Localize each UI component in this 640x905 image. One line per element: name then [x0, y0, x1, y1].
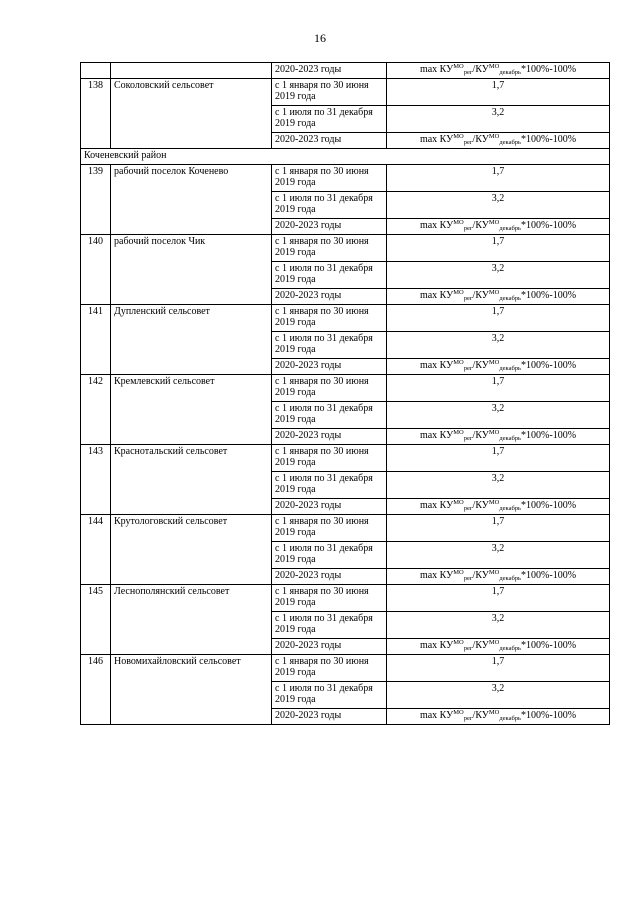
entry-name-cell: [111, 63, 272, 79]
formula-tail: *100%-100%: [521, 570, 577, 581]
formula-sup-mo: МО: [488, 429, 500, 436]
period-cell: 2020-2023 годы: [272, 429, 387, 445]
formula-slash: /КУ: [472, 640, 489, 651]
entry-name-cell: Кремлевский сельсовет: [111, 375, 272, 445]
table-row: [81, 235, 610, 262]
entry-number-cell: 143: [81, 445, 111, 515]
entry-number-cell: 142: [81, 375, 111, 445]
formula-cell: [387, 219, 610, 235]
formula-sub-december: декабрь: [499, 365, 522, 372]
formula-slash: /КУ: [472, 290, 489, 301]
value-cell: 3,2: [387, 542, 610, 569]
formula-sup-mo: МО: [453, 219, 464, 226]
value-cell: 1,7: [387, 305, 610, 332]
formula-sub-december: декабрь: [499, 505, 522, 512]
period-cell: 2020-2023 годы: [272, 359, 387, 375]
formula-cell: [387, 359, 610, 375]
formula-tail: *100%-100%: [521, 430, 577, 441]
formula-sub-reg: рег: [463, 225, 473, 232]
period-cell: с 1 июля по 31 декабря 2019 года: [272, 192, 387, 219]
entry-number-cell: 141: [81, 305, 111, 375]
formula-slash: /КУ: [472, 220, 489, 231]
formula-max: max КУ: [419, 64, 454, 75]
formula-cell: [387, 569, 610, 585]
formula-max: max КУ: [419, 290, 454, 301]
formula-sub-reg: рег: [463, 715, 473, 722]
entry-name-cell: Крутологовский сельсовет: [111, 515, 272, 585]
formula-cell: [387, 289, 610, 305]
period-cell: 2020-2023 годы: [272, 219, 387, 235]
value-cell: 1,7: [387, 79, 610, 106]
formula-sub-december: декабрь: [499, 225, 522, 232]
value-cell: 3,2: [387, 262, 610, 289]
formula-sup-mo: МО: [453, 639, 464, 646]
period-cell: с 1 января по 30 июня 2019 года: [272, 515, 387, 542]
formula-cell: [387, 63, 610, 79]
formula-sup-mo: МО: [453, 133, 464, 140]
formula-sup-mo: МО: [488, 133, 500, 140]
entry-number-cell: 144: [81, 515, 111, 585]
period-cell: с 1 января по 30 июня 2019 года: [272, 235, 387, 262]
value-cell: 1,7: [387, 515, 610, 542]
period-cell: 2020-2023 годы: [272, 289, 387, 305]
formula-sub-reg: рег: [463, 505, 473, 512]
value-cell: 1,7: [387, 445, 610, 472]
formula-cell: [387, 429, 610, 445]
entry-name-cell: рабочий поселок Коченево: [111, 165, 272, 235]
table-row: [81, 655, 610, 682]
formula-sup-mo: МО: [488, 709, 500, 716]
formula-sub-december: декабрь: [499, 295, 522, 302]
period-cell: с 1 января по 30 июня 2019 года: [272, 305, 387, 332]
formula-sub-reg: рег: [463, 435, 473, 442]
formula-sub-reg: рег: [463, 139, 473, 146]
formula-sup-mo: МО: [453, 569, 464, 576]
formula-tail: *100%-100%: [521, 64, 577, 75]
formula-sup-mo: МО: [488, 219, 500, 226]
table-row: [81, 445, 610, 472]
entry-number-cell: 145: [81, 585, 111, 655]
period-cell: с 1 июля по 31 декабря 2019 года: [272, 542, 387, 569]
table-row: [81, 165, 610, 192]
entry-name-cell: Соколовский сельсовет: [111, 79, 272, 149]
formula-tail: *100%-100%: [521, 360, 577, 371]
period-cell: с 1 января по 30 июня 2019 года: [272, 655, 387, 682]
formula-sup-mo: МО: [488, 569, 500, 576]
formula-cell: [387, 133, 610, 149]
formula-tail: *100%-100%: [521, 134, 577, 145]
formula-tail: *100%-100%: [521, 500, 577, 511]
value-cell: 3,2: [387, 402, 610, 429]
value-cell: 1,7: [387, 235, 610, 262]
period-cell: 2020-2023 годы: [272, 63, 387, 79]
tariff-table: [80, 62, 610, 725]
formula-sub-reg: рег: [463, 575, 473, 582]
formula-sub-reg: рег: [463, 295, 473, 302]
formula-sub-december: декабрь: [499, 139, 522, 146]
value-cell: 3,2: [387, 332, 610, 359]
formula-cell: [387, 499, 610, 515]
formula-max: max КУ: [419, 220, 454, 231]
formula-slash: /КУ: [472, 64, 489, 75]
formula-tail: *100%-100%: [521, 640, 577, 651]
period-cell: с 1 января по 30 июня 2019 года: [272, 585, 387, 612]
table-row: [81, 585, 610, 612]
formula-max: max КУ: [419, 710, 454, 721]
value-cell: 3,2: [387, 682, 610, 709]
value-cell: 1,7: [387, 655, 610, 682]
formula-sub-reg: рег: [463, 69, 473, 76]
period-cell: с 1 июля по 31 декабря 2019 года: [272, 332, 387, 359]
formula-sub-december: декабрь: [499, 69, 522, 76]
value-cell: 1,7: [387, 375, 610, 402]
value-cell: 3,2: [387, 192, 610, 219]
entry-number-cell: 146: [81, 655, 111, 725]
formula-sub-december: декабрь: [499, 575, 522, 582]
entry-name-cell: рабочий поселок Чик: [111, 235, 272, 305]
formula-tail: *100%-100%: [521, 220, 577, 231]
value-cell: 1,7: [387, 585, 610, 612]
period-cell: с 1 июля по 31 декабря 2019 года: [272, 472, 387, 499]
table-row-continuation: [81, 63, 610, 79]
page-number: 16: [314, 31, 326, 45]
entry-number-cell: 138: [81, 79, 111, 149]
formula-slash: /КУ: [472, 710, 489, 721]
value-cell: 3,2: [387, 612, 610, 639]
table-row: [81, 515, 610, 542]
table-row: [81, 79, 610, 106]
formula-max: max КУ: [419, 134, 454, 145]
formula-sup-mo: МО: [453, 359, 464, 366]
entry-name-cell: Новомихайловский сельсовет: [111, 655, 272, 725]
formula-sub-december: декабрь: [499, 645, 522, 652]
entry-name-cell: Краснотальский сельсовет: [111, 445, 272, 515]
period-cell: с 1 июля по 31 декабря 2019 года: [272, 262, 387, 289]
period-cell: с 1 января по 30 июня 2019 года: [272, 165, 387, 192]
formula-sup-mo: МО: [453, 709, 464, 716]
period-cell: с 1 июля по 31 декабря 2019 года: [272, 612, 387, 639]
formula-sub-december: декабрь: [499, 435, 522, 442]
entry-name-cell: Дупленский сельсовет: [111, 305, 272, 375]
entry-number-cell: [81, 63, 111, 79]
formula-sup-mo: МО: [488, 63, 500, 70]
formula-cell: [387, 709, 610, 725]
period-cell: 2020-2023 годы: [272, 499, 387, 515]
formula-max: max КУ: [419, 500, 454, 511]
region-header-row: [81, 149, 610, 165]
region-header: Коченевский район: [81, 149, 610, 165]
formula-sup-mo: МО: [453, 289, 464, 296]
period-cell: с 1 июля по 31 декабря 2019 года: [272, 402, 387, 429]
formula-sup-mo: МО: [488, 359, 500, 366]
formula-sup-mo: МО: [453, 499, 464, 506]
formula-tail: *100%-100%: [521, 710, 577, 721]
period-cell: 2020-2023 годы: [272, 639, 387, 655]
formula-sup-mo: МО: [453, 63, 464, 70]
value-cell: 1,7: [387, 165, 610, 192]
period-cell: 2020-2023 годы: [272, 133, 387, 149]
formula-max: max КУ: [419, 430, 454, 441]
entry-number-cell: 139: [81, 165, 111, 235]
period-cell: с 1 июля по 31 декабря 2019 года: [272, 106, 387, 133]
table-row: [81, 305, 610, 332]
formula-sup-mo: МО: [488, 499, 500, 506]
period-cell: с 1 января по 30 июня 2019 года: [272, 445, 387, 472]
formula-sub-reg: рег: [463, 645, 473, 652]
formula-slash: /КУ: [472, 360, 489, 371]
period-cell: с 1 января по 30 июня 2019 года: [272, 79, 387, 106]
formula-slash: /КУ: [472, 430, 489, 441]
formula-sup-mo: МО: [453, 429, 464, 436]
formula-sup-mo: МО: [488, 289, 500, 296]
table-body: [81, 63, 610, 725]
value-cell: 3,2: [387, 472, 610, 499]
period-cell: 2020-2023 годы: [272, 569, 387, 585]
table-row: [81, 375, 610, 402]
formula-sub-december: декабрь: [499, 715, 522, 722]
entry-name-cell: Леснополянский сельсовет: [111, 585, 272, 655]
formula-slash: /КУ: [472, 134, 489, 145]
formula-max: max КУ: [419, 360, 454, 371]
value-cell: 3,2: [387, 106, 610, 133]
period-cell: с 1 июля по 31 декабря 2019 года: [272, 682, 387, 709]
formula-tail: *100%-100%: [521, 290, 577, 301]
formula-sup-mo: МО: [488, 639, 500, 646]
period-cell: 2020-2023 годы: [272, 709, 387, 725]
formula-max: max КУ: [419, 570, 454, 581]
formula-max: max КУ: [419, 640, 454, 651]
period-cell: с 1 января по 30 июня 2019 года: [272, 375, 387, 402]
formula-cell: [387, 639, 610, 655]
entry-number-cell: 140: [81, 235, 111, 305]
formula-sub-reg: рег: [463, 365, 473, 372]
formula-slash: /КУ: [472, 570, 489, 581]
formula-slash: /КУ: [472, 500, 489, 511]
